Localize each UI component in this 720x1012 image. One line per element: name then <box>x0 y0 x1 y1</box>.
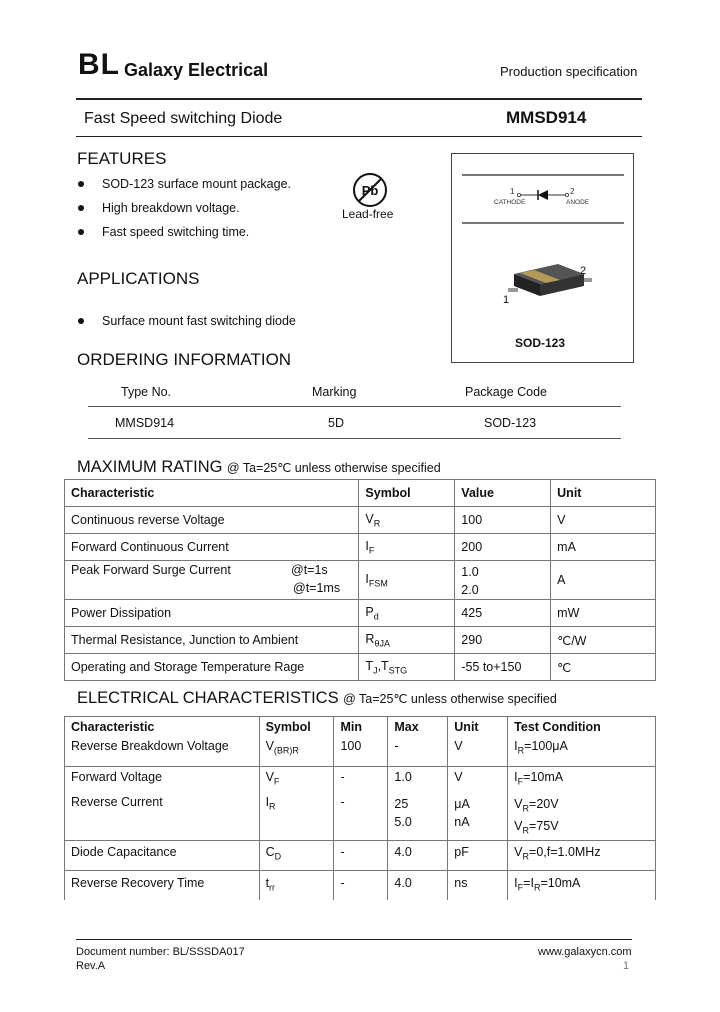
table-row: Continuous reverse Voltage $V_R$ 100 V <box>65 507 656 534</box>
electrical-title: ELECTRICAL CHARACTERISTICS <box>77 689 339 707</box>
max-rating-table <box>64 479 656 681</box>
pkg-rule-bottom <box>462 222 624 224</box>
max-rating-title: MAXIMUM RATING <box>77 458 223 476</box>
table-header-row: Characteristic Symbol Min Max Unit Test Condition <box>65 717 656 739</box>
pkg-rule-top <box>462 174 624 176</box>
ordering-rule <box>88 438 621 439</box>
ordering-type: MMSD914 <box>115 416 175 430</box>
max-rating-condition: @ Ta=25℃ unless otherwise specified <box>226 461 441 475</box>
col-header: Unit <box>551 480 656 507</box>
bullet-icon <box>78 318 84 324</box>
table-row: Operating and Storage Temperature Rage $T_J,T_{STG}$ -55 to+150 ℃ <box>65 654 656 681</box>
ordering-rule <box>88 406 621 407</box>
anode-label: ANODE <box>566 199 590 206</box>
lead-free-label: Lead-free <box>342 207 394 221</box>
col-header: Characteristic <box>65 480 359 507</box>
applications-title: APPLICATIONS <box>77 269 200 288</box>
ordering-header-type: Type No. <box>121 385 172 399</box>
features-title: FEATURES <box>77 149 167 168</box>
table-row: Reverse Current $I_R$ - 25 5.0 μA nA $V_R=20V$ $V_R=75V$ <box>65 791 656 841</box>
pkg-pin1-label: 1 <box>503 294 510 306</box>
bullet-icon <box>78 205 84 211</box>
header-rule <box>76 98 642 100</box>
table-row: Forward Voltage $V_F$ - 1.0 V $I_F=10mA$ <box>65 767 656 791</box>
website: www.galaxycn.com <box>538 946 632 958</box>
sod123-package-icon <box>504 254 594 304</box>
part-number: MMSD914 <box>506 108 587 127</box>
table-row: Forward Continuous Current $I_F$ 200 mA <box>65 534 656 561</box>
ordering-title: ORDERING INFORMATION <box>77 350 292 369</box>
feature-item: High breakdown voltage. <box>102 201 240 215</box>
col-header: Value <box>455 480 551 507</box>
electrical-table <box>64 716 656 900</box>
brand-logo: BL <box>78 48 120 81</box>
document-number: Document number: BL/SSSDA017 <box>76 946 245 958</box>
ordering-header-marking: Marking <box>312 385 357 399</box>
svg-text:2: 2 <box>570 187 575 196</box>
table-header-row <box>65 480 656 507</box>
lead-free-icon <box>350 170 390 210</box>
bullet-icon <box>78 181 84 187</box>
footer-rule <box>76 939 632 940</box>
ordering-header-package: Package Code <box>465 385 548 399</box>
revision: Rev.A <box>76 960 106 972</box>
package-box <box>451 153 634 363</box>
cathode-label: CATHODE <box>494 199 526 206</box>
table-row: Thermal Resistance, Junction to Ambient $R_{\theta JA}$ 290 ℃/W <box>65 627 656 654</box>
table-row: Power Dissipation $P_d$ 425 mW <box>65 600 656 627</box>
svg-text:1: 1 <box>510 187 515 196</box>
feature-item: Fast speed switching time. <box>102 225 249 239</box>
pb-label: Pb <box>361 183 379 198</box>
col-header: Symbol <box>359 480 455 507</box>
spec-label: Production specification <box>500 64 638 79</box>
ordering-marking: 5D <box>328 416 344 430</box>
document-subtitle: Fast Speed switching Diode <box>84 110 283 127</box>
application-item: Surface mount fast switching diode <box>102 314 296 328</box>
page-number: 1 <box>623 960 630 972</box>
max-rating-heading <box>77 458 441 477</box>
feature-item: SOD-123 surface mount package. <box>102 177 291 191</box>
table-row: Diode Capacitance $C_D$ - 4.0 pF $V_R=0,f=1.0MHz$ <box>65 840 656 870</box>
pkg-pin2-label: 2 <box>580 265 587 277</box>
electrical-condition: @ Ta=25℃ unless otherwise specified <box>343 692 557 706</box>
ordering-package: SOD-123 <box>484 416 537 430</box>
subtitle-rule <box>76 136 642 137</box>
table-row: Reverse Breakdown Voltage $V_{(BR)R}$ 100 - V $I_R=100\mu A$ <box>65 739 656 767</box>
package-name: SOD-123 <box>515 336 566 350</box>
table-row: Peak Forward Surge Current @t=1s @t=1ms $I_{FSM}$ 1.0 2.0 A <box>65 561 656 600</box>
bullet-icon <box>78 229 84 235</box>
electrical-heading <box>77 689 557 708</box>
table-row: Reverse Recovery Time $t_{rr}$ - 4.0 ns $I_F=I_R=10mA$ <box>65 870 656 900</box>
company-name: Galaxy Electrical <box>124 60 269 80</box>
